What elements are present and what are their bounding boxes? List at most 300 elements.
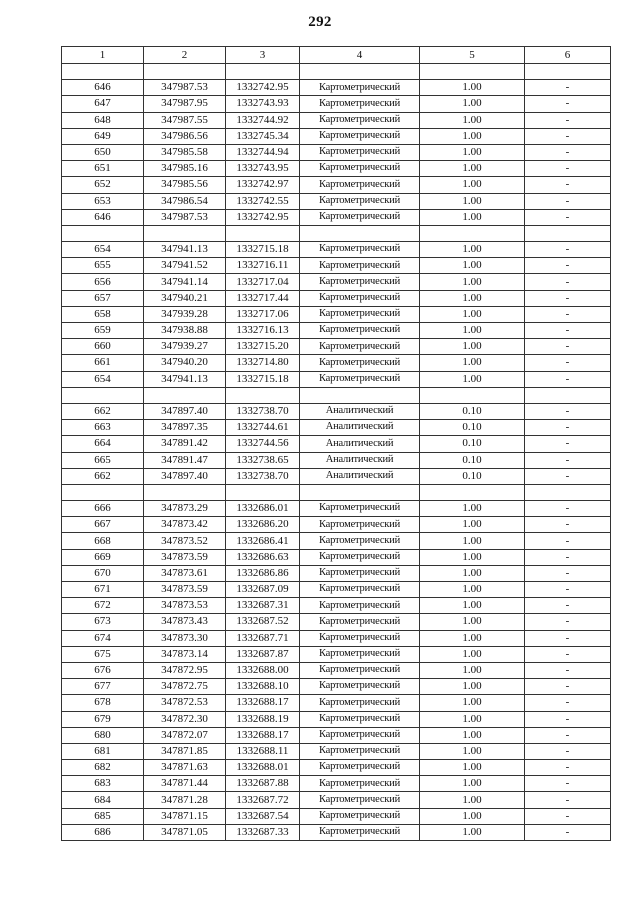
x-coordinate-cell: 347987.53 bbox=[144, 209, 226, 225]
note-cell: - bbox=[525, 177, 611, 193]
method-cell: Картометрический bbox=[300, 517, 420, 533]
accuracy-cell: 1.00 bbox=[420, 711, 525, 727]
point-number-cell: 676 bbox=[62, 662, 144, 678]
empty-cell bbox=[62, 64, 144, 80]
table-row bbox=[62, 258, 611, 274]
column-header-5: 5 bbox=[420, 47, 525, 64]
column-header-3: 3 bbox=[226, 47, 300, 64]
point-number-cell: 656 bbox=[62, 274, 144, 290]
table-row bbox=[62, 598, 611, 614]
note-cell: - bbox=[525, 258, 611, 274]
x-coordinate-cell: 347871.63 bbox=[144, 760, 226, 776]
method-cell: Картометрический bbox=[300, 711, 420, 727]
point-number-cell: 682 bbox=[62, 760, 144, 776]
note-cell: - bbox=[525, 323, 611, 339]
accuracy-cell: 1.00 bbox=[420, 258, 525, 274]
x-coordinate-cell: 347871.44 bbox=[144, 776, 226, 792]
separator-row bbox=[62, 225, 611, 241]
empty-cell bbox=[525, 484, 611, 500]
accuracy-cell: 1.00 bbox=[420, 630, 525, 646]
accuracy-cell: 1.00 bbox=[420, 662, 525, 678]
method-cell: Картометрический bbox=[300, 662, 420, 678]
table-row bbox=[62, 695, 611, 711]
accuracy-cell: 1.00 bbox=[420, 371, 525, 387]
method-cell: Аналитический bbox=[300, 420, 420, 436]
accuracy-cell: 1.00 bbox=[420, 80, 525, 96]
x-coordinate-cell: 347891.47 bbox=[144, 452, 226, 468]
note-cell: - bbox=[525, 808, 611, 824]
empty-cell bbox=[226, 64, 300, 80]
method-cell: Картометрический bbox=[300, 339, 420, 355]
table-header-row bbox=[62, 47, 611, 64]
y-coordinate-cell: 1332687.88 bbox=[226, 776, 300, 792]
point-number-cell: 655 bbox=[62, 258, 144, 274]
accuracy-cell: 0.10 bbox=[420, 436, 525, 452]
table-row bbox=[62, 403, 611, 419]
y-coordinate-cell: 1332717.04 bbox=[226, 274, 300, 290]
method-cell: Аналитический bbox=[300, 436, 420, 452]
x-coordinate-cell: 347938.88 bbox=[144, 323, 226, 339]
note-cell: - bbox=[525, 549, 611, 565]
method-cell: Картометрический bbox=[300, 209, 420, 225]
y-coordinate-cell: 1332688.10 bbox=[226, 679, 300, 695]
method-cell: Картометрический bbox=[300, 614, 420, 630]
x-coordinate-cell: 347987.53 bbox=[144, 80, 226, 96]
point-number-cell: 674 bbox=[62, 630, 144, 646]
x-coordinate-cell: 347987.55 bbox=[144, 112, 226, 128]
note-cell: - bbox=[525, 517, 611, 533]
accuracy-cell: 1.00 bbox=[420, 112, 525, 128]
x-coordinate-cell: 347873.30 bbox=[144, 630, 226, 646]
y-coordinate-cell: 1332744.92 bbox=[226, 112, 300, 128]
table-row bbox=[62, 679, 611, 695]
accuracy-cell: 1.00 bbox=[420, 727, 525, 743]
note-cell: - bbox=[525, 614, 611, 630]
y-coordinate-cell: 1332687.72 bbox=[226, 792, 300, 808]
note-cell: - bbox=[525, 161, 611, 177]
method-cell: Картометрический bbox=[300, 792, 420, 808]
empty-cell bbox=[525, 387, 611, 403]
y-coordinate-cell: 1332742.95 bbox=[226, 209, 300, 225]
accuracy-cell: 1.00 bbox=[420, 760, 525, 776]
point-number-cell: 661 bbox=[62, 355, 144, 371]
point-number-cell: 662 bbox=[62, 403, 144, 419]
y-coordinate-cell: 1332686.20 bbox=[226, 517, 300, 533]
accuracy-cell: 1.00 bbox=[420, 549, 525, 565]
method-cell: Картометрический bbox=[300, 306, 420, 322]
point-number-cell: 683 bbox=[62, 776, 144, 792]
table-row bbox=[62, 630, 611, 646]
table-row bbox=[62, 614, 611, 630]
accuracy-cell: 1.00 bbox=[420, 695, 525, 711]
note-cell: - bbox=[525, 565, 611, 581]
empty-cell bbox=[144, 64, 226, 80]
method-cell: Картометрический bbox=[300, 371, 420, 387]
note-cell: - bbox=[525, 242, 611, 258]
point-number-cell: 650 bbox=[62, 144, 144, 160]
accuracy-cell: 1.00 bbox=[420, 290, 525, 306]
empty-cell bbox=[62, 484, 144, 500]
x-coordinate-cell: 347873.61 bbox=[144, 565, 226, 581]
x-coordinate-cell: 347940.21 bbox=[144, 290, 226, 306]
point-number-cell: 667 bbox=[62, 517, 144, 533]
note-cell: - bbox=[525, 533, 611, 549]
x-coordinate-cell: 347873.59 bbox=[144, 549, 226, 565]
note-cell: - bbox=[525, 582, 611, 598]
empty-cell bbox=[300, 64, 420, 80]
note-cell: - bbox=[525, 339, 611, 355]
point-number-cell: 670 bbox=[62, 565, 144, 581]
table-row bbox=[62, 760, 611, 776]
table-row bbox=[62, 517, 611, 533]
table-row bbox=[62, 371, 611, 387]
table-row bbox=[62, 274, 611, 290]
accuracy-cell: 1.00 bbox=[420, 517, 525, 533]
accuracy-cell: 1.00 bbox=[420, 743, 525, 759]
table-row bbox=[62, 711, 611, 727]
empty-cell bbox=[420, 64, 525, 80]
y-coordinate-cell: 1332686.41 bbox=[226, 533, 300, 549]
method-cell: Картометрический bbox=[300, 565, 420, 581]
accuracy-cell: 1.00 bbox=[420, 209, 525, 225]
method-cell: Картометрический bbox=[300, 242, 420, 258]
point-number-cell: 672 bbox=[62, 598, 144, 614]
y-coordinate-cell: 1332688.01 bbox=[226, 760, 300, 776]
point-number-cell: 662 bbox=[62, 468, 144, 484]
y-coordinate-cell: 1332738.65 bbox=[226, 452, 300, 468]
method-cell: Картометрический bbox=[300, 290, 420, 306]
accuracy-cell: 1.00 bbox=[420, 582, 525, 598]
x-coordinate-cell: 347873.29 bbox=[144, 501, 226, 517]
x-coordinate-cell: 347873.42 bbox=[144, 517, 226, 533]
table-row bbox=[62, 323, 611, 339]
y-coordinate-cell: 1332715.18 bbox=[226, 242, 300, 258]
point-number-cell: 648 bbox=[62, 112, 144, 128]
x-coordinate-cell: 347897.40 bbox=[144, 403, 226, 419]
y-coordinate-cell: 1332743.93 bbox=[226, 96, 300, 112]
y-coordinate-cell: 1332744.61 bbox=[226, 420, 300, 436]
note-cell: - bbox=[525, 598, 611, 614]
accuracy-cell: 1.00 bbox=[420, 242, 525, 258]
x-coordinate-cell: 347873.14 bbox=[144, 646, 226, 662]
point-number-cell: 678 bbox=[62, 695, 144, 711]
note-cell: - bbox=[525, 776, 611, 792]
x-coordinate-cell: 347941.13 bbox=[144, 371, 226, 387]
table-row bbox=[62, 193, 611, 209]
point-number-cell: 673 bbox=[62, 614, 144, 630]
y-coordinate-cell: 1332714.80 bbox=[226, 355, 300, 371]
method-cell: Картометрический bbox=[300, 760, 420, 776]
point-number-cell: 646 bbox=[62, 209, 144, 225]
note-cell: - bbox=[525, 646, 611, 662]
accuracy-cell: 1.00 bbox=[420, 339, 525, 355]
x-coordinate-cell: 347872.30 bbox=[144, 711, 226, 727]
point-number-cell: 646 bbox=[62, 80, 144, 96]
empty-cell bbox=[300, 387, 420, 403]
table-row bbox=[62, 355, 611, 371]
accuracy-cell: 1.00 bbox=[420, 144, 525, 160]
x-coordinate-cell: 347871.85 bbox=[144, 743, 226, 759]
note-cell: - bbox=[525, 128, 611, 144]
point-number-cell: 681 bbox=[62, 743, 144, 759]
empty-cell bbox=[300, 225, 420, 241]
method-cell: Картометрический bbox=[300, 177, 420, 193]
note-cell: - bbox=[525, 403, 611, 419]
table-row bbox=[62, 436, 611, 452]
point-number-cell: 685 bbox=[62, 808, 144, 824]
accuracy-cell: 0.10 bbox=[420, 420, 525, 436]
empty-cell bbox=[525, 225, 611, 241]
y-coordinate-cell: 1332717.44 bbox=[226, 290, 300, 306]
point-number-cell: 671 bbox=[62, 582, 144, 598]
point-number-cell: 675 bbox=[62, 646, 144, 662]
table-row bbox=[62, 209, 611, 225]
table-row bbox=[62, 177, 611, 193]
x-coordinate-cell: 347873.59 bbox=[144, 582, 226, 598]
accuracy-cell: 1.00 bbox=[420, 824, 525, 840]
method-cell: Картометрический bbox=[300, 193, 420, 209]
method-cell: Картометрический bbox=[300, 808, 420, 824]
empty-cell bbox=[226, 225, 300, 241]
y-coordinate-cell: 1332687.71 bbox=[226, 630, 300, 646]
separator-row bbox=[62, 484, 611, 500]
method-cell: Картометрический bbox=[300, 695, 420, 711]
point-number-cell: 647 bbox=[62, 96, 144, 112]
x-coordinate-cell: 347985.58 bbox=[144, 144, 226, 160]
method-cell: Картометрический bbox=[300, 598, 420, 614]
y-coordinate-cell: 1332738.70 bbox=[226, 468, 300, 484]
point-number-cell: 677 bbox=[62, 679, 144, 695]
y-coordinate-cell: 1332688.19 bbox=[226, 711, 300, 727]
y-coordinate-cell: 1332687.09 bbox=[226, 582, 300, 598]
note-cell: - bbox=[525, 824, 611, 840]
y-coordinate-cell: 1332742.95 bbox=[226, 80, 300, 96]
y-coordinate-cell: 1332688.17 bbox=[226, 727, 300, 743]
table-row bbox=[62, 727, 611, 743]
note-cell: - bbox=[525, 80, 611, 96]
point-number-cell: 649 bbox=[62, 128, 144, 144]
x-coordinate-cell: 347897.40 bbox=[144, 468, 226, 484]
y-coordinate-cell: 1332688.11 bbox=[226, 743, 300, 759]
x-coordinate-cell: 347939.28 bbox=[144, 306, 226, 322]
x-coordinate-cell: 347872.75 bbox=[144, 679, 226, 695]
method-cell: Картометрический bbox=[300, 776, 420, 792]
x-coordinate-cell: 347872.07 bbox=[144, 727, 226, 743]
table-row bbox=[62, 646, 611, 662]
method-cell: Картометрический bbox=[300, 501, 420, 517]
empty-cell bbox=[226, 387, 300, 403]
table-row bbox=[62, 792, 611, 808]
x-coordinate-cell: 347871.15 bbox=[144, 808, 226, 824]
x-coordinate-cell: 347941.13 bbox=[144, 242, 226, 258]
y-coordinate-cell: 1332715.18 bbox=[226, 371, 300, 387]
y-coordinate-cell: 1332742.55 bbox=[226, 193, 300, 209]
note-cell: - bbox=[525, 355, 611, 371]
y-coordinate-cell: 1332686.01 bbox=[226, 501, 300, 517]
table-body bbox=[62, 64, 611, 841]
method-cell: Картометрический bbox=[300, 549, 420, 565]
accuracy-cell: 1.00 bbox=[420, 565, 525, 581]
note-cell: - bbox=[525, 274, 611, 290]
accuracy-cell: 1.00 bbox=[420, 792, 525, 808]
note-cell: - bbox=[525, 193, 611, 209]
accuracy-cell: 1.00 bbox=[420, 533, 525, 549]
accuracy-cell: 1.00 bbox=[420, 355, 525, 371]
table-row bbox=[62, 128, 611, 144]
table-row bbox=[62, 112, 611, 128]
accuracy-cell: 1.00 bbox=[420, 193, 525, 209]
note-cell: - bbox=[525, 792, 611, 808]
point-number-cell: 663 bbox=[62, 420, 144, 436]
x-coordinate-cell: 347940.20 bbox=[144, 355, 226, 371]
table-row bbox=[62, 468, 611, 484]
method-cell: Картометрический bbox=[300, 533, 420, 549]
note-cell: - bbox=[525, 727, 611, 743]
method-cell: Картометрический bbox=[300, 161, 420, 177]
x-coordinate-cell: 347939.27 bbox=[144, 339, 226, 355]
accuracy-cell: 1.00 bbox=[420, 808, 525, 824]
note-cell: - bbox=[525, 760, 611, 776]
table-row bbox=[62, 743, 611, 759]
accuracy-cell: 1.00 bbox=[420, 306, 525, 322]
empty-cell bbox=[62, 387, 144, 403]
note-cell: - bbox=[525, 630, 611, 646]
table-row bbox=[62, 242, 611, 258]
note-cell: - bbox=[525, 436, 611, 452]
x-coordinate-cell: 347941.52 bbox=[144, 258, 226, 274]
x-coordinate-cell: 347986.56 bbox=[144, 128, 226, 144]
table-row bbox=[62, 306, 611, 322]
x-coordinate-cell: 347871.05 bbox=[144, 824, 226, 840]
empty-cell bbox=[144, 225, 226, 241]
accuracy-cell: 1.00 bbox=[420, 161, 525, 177]
x-coordinate-cell: 347873.53 bbox=[144, 598, 226, 614]
x-coordinate-cell: 347891.42 bbox=[144, 436, 226, 452]
coordinates-table bbox=[61, 46, 611, 841]
empty-cell bbox=[525, 64, 611, 80]
point-number-cell: 654 bbox=[62, 371, 144, 387]
y-coordinate-cell: 1332687.33 bbox=[226, 824, 300, 840]
point-number-cell: 659 bbox=[62, 323, 144, 339]
table-row bbox=[62, 582, 611, 598]
method-cell: Аналитический bbox=[300, 452, 420, 468]
point-number-cell: 666 bbox=[62, 501, 144, 517]
empty-cell bbox=[226, 484, 300, 500]
method-cell: Картометрический bbox=[300, 727, 420, 743]
empty-cell bbox=[144, 387, 226, 403]
point-number-cell: 651 bbox=[62, 161, 144, 177]
accuracy-cell: 1.00 bbox=[420, 614, 525, 630]
point-number-cell: 654 bbox=[62, 242, 144, 258]
note-cell: - bbox=[525, 290, 611, 306]
empty-cell bbox=[144, 484, 226, 500]
method-cell: Картометрический bbox=[300, 743, 420, 759]
method-cell: Картометрический bbox=[300, 96, 420, 112]
y-coordinate-cell: 1332745.34 bbox=[226, 128, 300, 144]
point-number-cell: 660 bbox=[62, 339, 144, 355]
table-row bbox=[62, 808, 611, 824]
table-row bbox=[62, 290, 611, 306]
table-row bbox=[62, 776, 611, 792]
x-coordinate-cell: 347873.52 bbox=[144, 533, 226, 549]
note-cell: - bbox=[525, 96, 611, 112]
point-number-cell: 664 bbox=[62, 436, 144, 452]
method-cell: Картометрический bbox=[300, 646, 420, 662]
x-coordinate-cell: 347872.95 bbox=[144, 662, 226, 678]
y-coordinate-cell: 1332743.95 bbox=[226, 161, 300, 177]
point-number-cell: 653 bbox=[62, 193, 144, 209]
separator-row bbox=[62, 64, 611, 80]
separator-row bbox=[62, 387, 611, 403]
method-cell: Картометрический bbox=[300, 630, 420, 646]
method-cell: Картометрический bbox=[300, 582, 420, 598]
y-coordinate-cell: 1332717.06 bbox=[226, 306, 300, 322]
y-coordinate-cell: 1332688.17 bbox=[226, 695, 300, 711]
column-header-4: 4 bbox=[300, 47, 420, 64]
empty-cell bbox=[300, 484, 420, 500]
page-number: 292 bbox=[308, 14, 332, 30]
x-coordinate-cell: 347985.16 bbox=[144, 161, 226, 177]
point-number-cell: 680 bbox=[62, 727, 144, 743]
table-row bbox=[62, 161, 611, 177]
table-row bbox=[62, 339, 611, 355]
method-cell: Картометрический bbox=[300, 128, 420, 144]
note-cell: - bbox=[525, 468, 611, 484]
note-cell: - bbox=[525, 420, 611, 436]
accuracy-cell: 1.00 bbox=[420, 501, 525, 517]
table-row bbox=[62, 420, 611, 436]
y-coordinate-cell: 1332686.63 bbox=[226, 549, 300, 565]
point-number-cell: 669 bbox=[62, 549, 144, 565]
empty-cell bbox=[62, 225, 144, 241]
y-coordinate-cell: 1332744.94 bbox=[226, 144, 300, 160]
empty-cell bbox=[420, 225, 525, 241]
table-row bbox=[62, 501, 611, 517]
note-cell: - bbox=[525, 679, 611, 695]
method-cell: Картометрический bbox=[300, 824, 420, 840]
y-coordinate-cell: 1332687.31 bbox=[226, 598, 300, 614]
x-coordinate-cell: 347871.28 bbox=[144, 792, 226, 808]
method-cell: Картометрический bbox=[300, 112, 420, 128]
y-coordinate-cell: 1332688.00 bbox=[226, 662, 300, 678]
y-coordinate-cell: 1332716.11 bbox=[226, 258, 300, 274]
point-number-cell: 657 bbox=[62, 290, 144, 306]
accuracy-cell: 1.00 bbox=[420, 128, 525, 144]
note-cell: - bbox=[525, 695, 611, 711]
method-cell: Картометрический bbox=[300, 144, 420, 160]
table-row bbox=[62, 824, 611, 840]
x-coordinate-cell: 347872.53 bbox=[144, 695, 226, 711]
y-coordinate-cell: 1332716.13 bbox=[226, 323, 300, 339]
table-row bbox=[62, 565, 611, 581]
empty-cell bbox=[420, 387, 525, 403]
accuracy-cell: 1.00 bbox=[420, 177, 525, 193]
point-number-cell: 668 bbox=[62, 533, 144, 549]
note-cell: - bbox=[525, 711, 611, 727]
y-coordinate-cell: 1332687.87 bbox=[226, 646, 300, 662]
table-row bbox=[62, 80, 611, 96]
accuracy-cell: 1.00 bbox=[420, 96, 525, 112]
accuracy-cell: 1.00 bbox=[420, 776, 525, 792]
x-coordinate-cell: 347985.56 bbox=[144, 177, 226, 193]
table-row bbox=[62, 144, 611, 160]
note-cell: - bbox=[525, 371, 611, 387]
x-coordinate-cell: 347873.43 bbox=[144, 614, 226, 630]
note-cell: - bbox=[525, 452, 611, 468]
method-cell: Картометрический bbox=[300, 258, 420, 274]
method-cell: Картометрический bbox=[300, 80, 420, 96]
column-header-2: 2 bbox=[144, 47, 226, 64]
